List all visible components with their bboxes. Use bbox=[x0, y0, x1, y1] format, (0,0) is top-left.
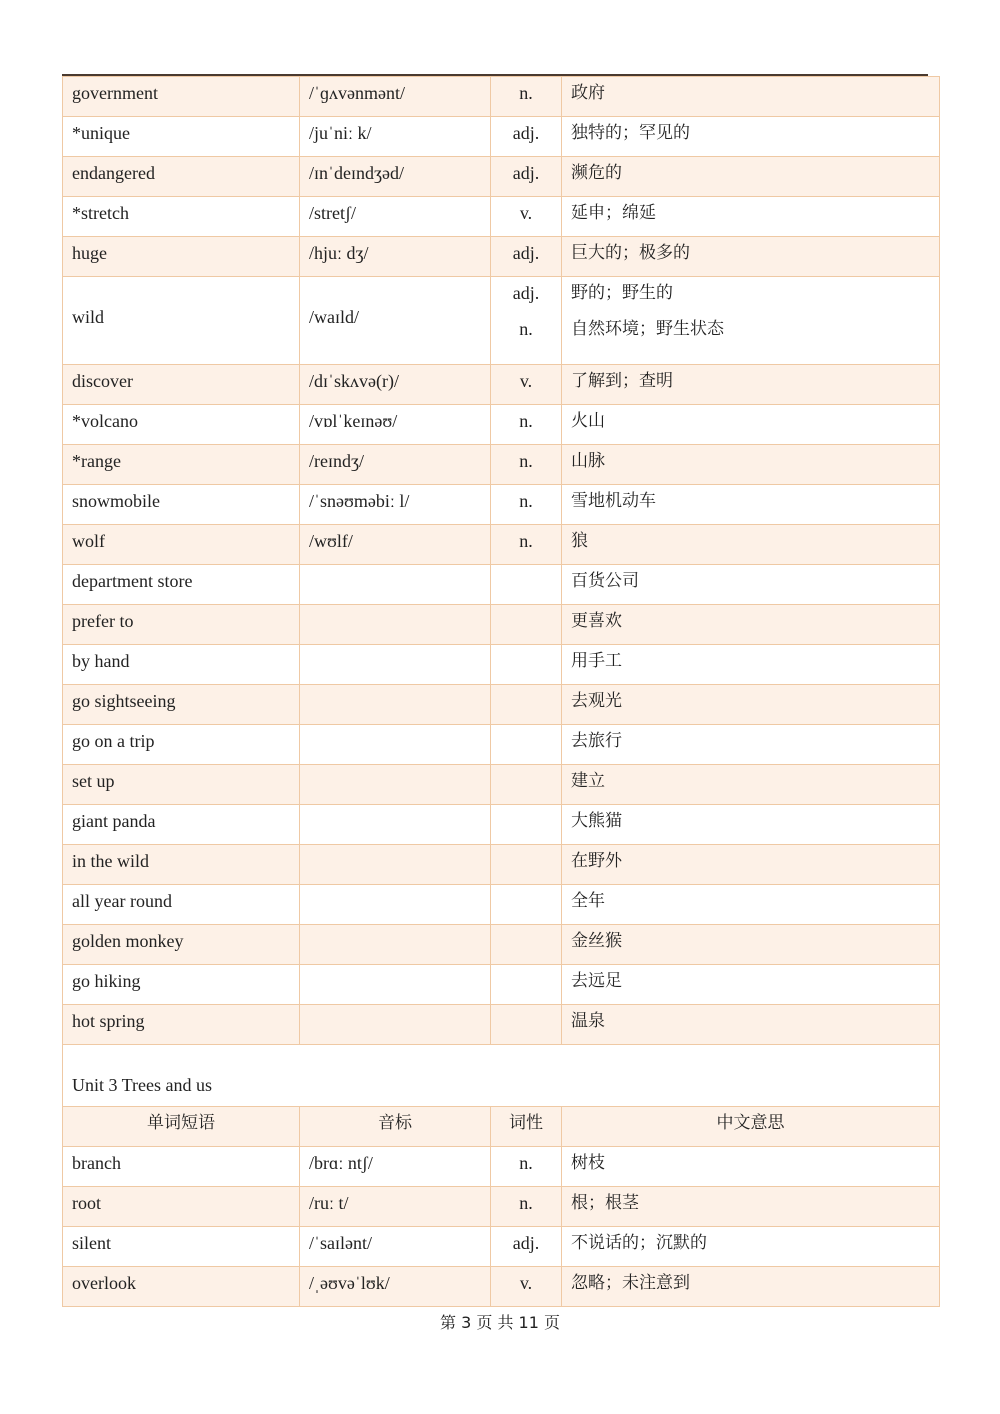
word-cell: golden monkey bbox=[63, 925, 300, 965]
pos-cell: adj. bbox=[491, 237, 562, 277]
table-row bbox=[63, 197, 940, 237]
table-row bbox=[63, 485, 940, 525]
table-row bbox=[63, 117, 940, 157]
pos-1: adj. bbox=[512, 283, 540, 303]
table-row bbox=[63, 525, 940, 565]
word-cell: giant panda bbox=[63, 805, 300, 845]
phonetic-cell bbox=[300, 965, 491, 1005]
phonetic-cell bbox=[300, 925, 491, 965]
table-row bbox=[63, 565, 940, 605]
word-cell: endangered bbox=[63, 157, 300, 197]
pos-cell: adj. bbox=[491, 157, 562, 197]
meaning-cell: 独特的；罕见的 bbox=[562, 117, 940, 157]
pos-cell bbox=[491, 277, 562, 365]
column-header: 单词短语 bbox=[63, 1107, 300, 1147]
pos-cell: n. bbox=[491, 525, 562, 565]
table-row bbox=[63, 925, 940, 965]
word-cell: set up bbox=[63, 765, 300, 805]
phonetic-cell: /hjuː dʒ/ bbox=[300, 237, 491, 277]
pos-cell: adj. bbox=[491, 117, 562, 157]
phonetic-cell: /dɪˈskʌvə(r)/ bbox=[300, 365, 491, 405]
word-cell: *volcano bbox=[63, 405, 300, 445]
pos-cell bbox=[491, 765, 562, 805]
phonetic-cell: /ˌəʊvəˈlʊk/ bbox=[300, 1267, 491, 1307]
unit-heading-row bbox=[63, 1045, 940, 1107]
meaning-cell: 了解到；查明 bbox=[562, 365, 940, 405]
table-row bbox=[63, 445, 940, 485]
phonetic-cell: /ˈsaɪlənt/ bbox=[300, 1227, 491, 1267]
table-row bbox=[63, 605, 940, 645]
table-row bbox=[63, 765, 940, 805]
pos-cell bbox=[491, 1005, 562, 1045]
word-cell: wolf bbox=[63, 525, 300, 565]
table-row bbox=[63, 725, 940, 765]
word-cell: discover bbox=[63, 365, 300, 405]
phonetic-cell bbox=[300, 1005, 491, 1045]
phonetic-cell bbox=[300, 845, 491, 885]
table-row bbox=[63, 1267, 940, 1307]
word-cell: *range bbox=[63, 445, 300, 485]
meaning-cell: 温泉 bbox=[562, 1005, 940, 1045]
word-cell: root bbox=[63, 1187, 300, 1227]
pos-cell bbox=[491, 725, 562, 765]
pos-cell bbox=[491, 685, 562, 725]
pos-cell: v. bbox=[491, 197, 562, 237]
phonetic-cell: /ˈɡʌvənmənt/ bbox=[300, 77, 491, 117]
table-row bbox=[63, 965, 940, 1005]
column-header: 中文意思 bbox=[562, 1107, 940, 1147]
pos-cell bbox=[491, 565, 562, 605]
table-row bbox=[63, 1227, 940, 1267]
pos-cell bbox=[491, 885, 562, 925]
pos-cell: n. bbox=[491, 1147, 562, 1187]
meaning-cell: 濒危的 bbox=[562, 157, 940, 197]
pos-cell: n. bbox=[491, 485, 562, 525]
word-cell: go hiking bbox=[63, 965, 300, 1005]
table-row bbox=[63, 885, 940, 925]
phonetic-cell: /juˈniː k/ bbox=[300, 117, 491, 157]
phonetic-cell bbox=[300, 765, 491, 805]
pos-cell: n. bbox=[491, 445, 562, 485]
table-row bbox=[63, 277, 940, 365]
phonetic-cell: /reɪndʒ/ bbox=[300, 445, 491, 485]
word-cell: by hand bbox=[63, 645, 300, 685]
phonetic-cell bbox=[300, 885, 491, 925]
word-cell: snowmobile bbox=[63, 485, 300, 525]
meaning-cell: 忽略；未注意到 bbox=[562, 1267, 940, 1307]
phonetic-cell: /stretʃ/ bbox=[300, 197, 491, 237]
meaning-cell: 建立 bbox=[562, 765, 940, 805]
phonetic-cell bbox=[300, 805, 491, 845]
meaning-cell: 去观光 bbox=[562, 685, 940, 725]
meaning-cell: 政府 bbox=[562, 77, 940, 117]
phonetic-cell: /vɒlˈkeɪnəʊ/ bbox=[300, 405, 491, 445]
word-cell: wild bbox=[63, 277, 300, 365]
meaning-cell: 百货公司 bbox=[562, 565, 940, 605]
pos-cell: n. bbox=[491, 77, 562, 117]
meaning-2: 自然环境；野生状态 bbox=[571, 319, 724, 339]
table-row bbox=[63, 685, 940, 725]
column-header: 音标 bbox=[300, 1107, 491, 1147]
phonetic-cell: /brɑː ntʃ/ bbox=[300, 1147, 491, 1187]
table-row bbox=[63, 1005, 940, 1045]
meaning-cell: 山脉 bbox=[562, 445, 940, 485]
meaning-cell: 去旅行 bbox=[562, 725, 940, 765]
meaning-cell: 去远足 bbox=[562, 965, 940, 1005]
meaning-cell: 火山 bbox=[562, 405, 940, 445]
word-cell: government bbox=[63, 77, 300, 117]
word-cell: department store bbox=[63, 565, 300, 605]
table-row bbox=[63, 405, 940, 445]
table-row bbox=[63, 157, 940, 197]
pos-cell bbox=[491, 925, 562, 965]
word-cell: prefer to bbox=[63, 605, 300, 645]
word-cell: silent bbox=[63, 1227, 300, 1267]
pos-cell bbox=[491, 965, 562, 1005]
meaning-cell: 大熊猫 bbox=[562, 805, 940, 845]
meaning-cell: 用手工 bbox=[562, 645, 940, 685]
phonetic-cell bbox=[300, 725, 491, 765]
pos-2: n. bbox=[519, 319, 533, 339]
meaning-cell: 更喜欢 bbox=[562, 605, 940, 645]
unit-title: Unit 3 Trees and us bbox=[63, 1045, 940, 1107]
vocabulary-table bbox=[62, 76, 940, 1307]
meaning-cell: 全年 bbox=[562, 885, 940, 925]
phonetic-cell: /ˈsnəʊməbiː l/ bbox=[300, 485, 491, 525]
word-cell: go on a trip bbox=[63, 725, 300, 765]
table-row bbox=[63, 1147, 940, 1187]
pos-cell bbox=[491, 645, 562, 685]
meaning-cell: 金丝猴 bbox=[562, 925, 940, 965]
meaning-cell: 狼 bbox=[562, 525, 940, 565]
pos-cell: n. bbox=[491, 1187, 562, 1227]
column-header: 词性 bbox=[491, 1107, 562, 1147]
pos-cell: v. bbox=[491, 1267, 562, 1307]
table-row bbox=[63, 805, 940, 845]
table-row bbox=[63, 77, 940, 117]
word-cell: hot spring bbox=[63, 1005, 300, 1045]
phonetic-cell: /waɪld/ bbox=[300, 277, 491, 365]
phonetic-cell bbox=[300, 605, 491, 645]
word-cell: *stretch bbox=[63, 197, 300, 237]
word-cell: *unique bbox=[63, 117, 300, 157]
pos-cell: v. bbox=[491, 365, 562, 405]
pos-cell bbox=[491, 805, 562, 845]
meaning-cell: 雪地机动车 bbox=[562, 485, 940, 525]
meaning-cell: 树枝 bbox=[562, 1147, 940, 1187]
page-footer: 第 3 页 共 11 页 bbox=[440, 1313, 560, 1332]
meaning-1: 野的；野生的 bbox=[571, 283, 673, 303]
phonetic-cell: /ɪnˈdeɪndʒəd/ bbox=[300, 157, 491, 197]
word-cell: overlook bbox=[63, 1267, 300, 1307]
meaning-cell: 延申；绵延 bbox=[562, 197, 940, 237]
word-cell: all year round bbox=[63, 885, 300, 925]
word-cell: in the wild bbox=[63, 845, 300, 885]
table-row bbox=[63, 237, 940, 277]
table-row bbox=[63, 645, 940, 685]
meaning-cell: 不说话的；沉默的 bbox=[562, 1227, 940, 1267]
pos-cell: n. bbox=[491, 405, 562, 445]
pos-cell bbox=[491, 845, 562, 885]
phonetic-cell: /wʊlf/ bbox=[300, 525, 491, 565]
meaning-cell bbox=[562, 277, 940, 365]
meaning-cell: 在野外 bbox=[562, 845, 940, 885]
phonetic-cell bbox=[300, 645, 491, 685]
table-header-row bbox=[63, 1107, 940, 1147]
pos-cell: adj. bbox=[491, 1227, 562, 1267]
word-cell: huge bbox=[63, 237, 300, 277]
phonetic-cell bbox=[300, 565, 491, 605]
phonetic-cell: /ruː t/ bbox=[300, 1187, 491, 1227]
phonetic-cell bbox=[300, 685, 491, 725]
table-row bbox=[63, 1187, 940, 1227]
table-row bbox=[63, 365, 940, 405]
word-cell: go sightseeing bbox=[63, 685, 300, 725]
table-row bbox=[63, 845, 940, 885]
meaning-cell: 巨大的；极多的 bbox=[562, 237, 940, 277]
pos-cell bbox=[491, 605, 562, 645]
word-cell: branch bbox=[63, 1147, 300, 1187]
meaning-cell: 根；根茎 bbox=[562, 1187, 940, 1227]
